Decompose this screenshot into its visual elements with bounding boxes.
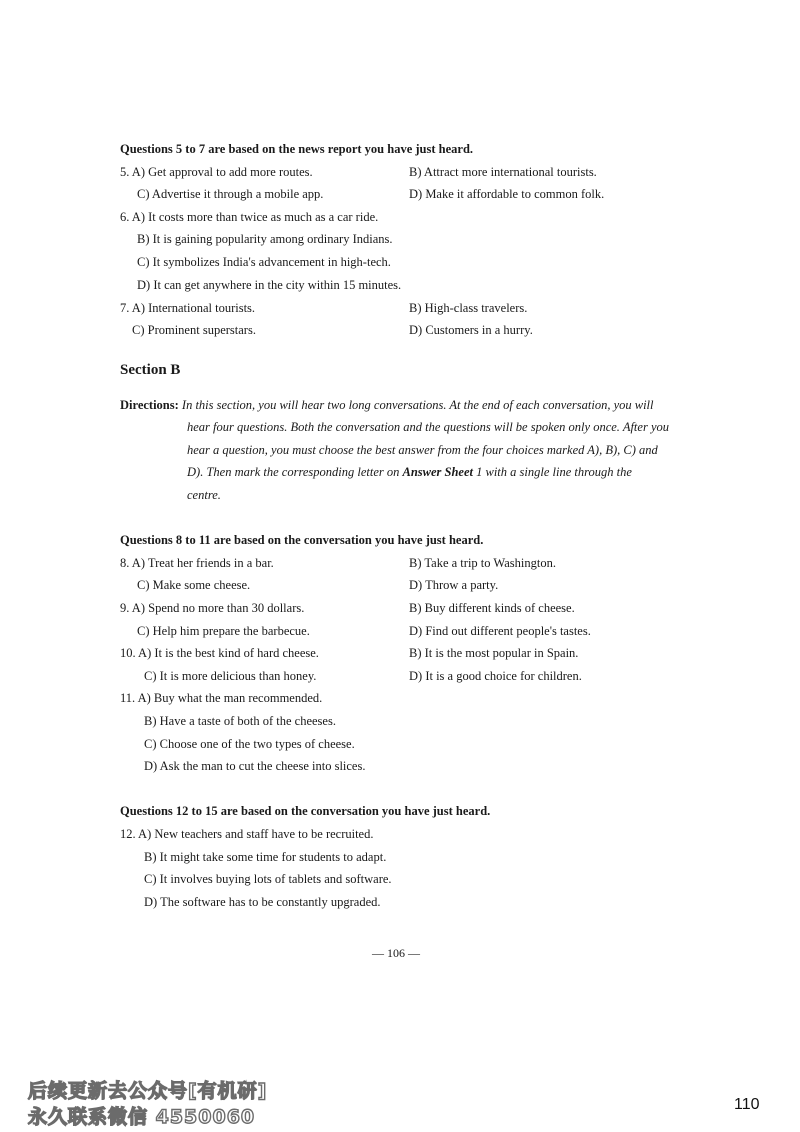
q11-option-d: D) Ask the man to cut the cheese into slices. (144, 759, 366, 773)
q5-option-a: 5. A) Get approval to add more routes. (120, 165, 313, 179)
q7-option-a: 7. A) International tourists. (120, 301, 256, 315)
q7-option-b: B) High-class travelers. (409, 301, 528, 315)
q8-option-b: B) Take a trip to Washington. (409, 556, 556, 570)
q12-option-b: B) It might take some time for students to adapt. (144, 850, 387, 864)
directions-label: Directions: (120, 398, 179, 412)
questions-12-15-heading: Questions 12 to 15 are based on the conversation you have just heard. (120, 804, 491, 818)
section-b-title: Section B (120, 362, 181, 378)
directions-line-1 (120, 398, 654, 413)
q9-option-b: B) Buy different kinds of cheese. (409, 601, 575, 615)
q8-option-a: 8. A) Treat her friends in a bar. (120, 556, 274, 570)
q7-option-d: D) Customers in a hurry. (409, 323, 533, 337)
q9-option-d: D) Find out different people's tastes. (409, 624, 591, 638)
answer-sheet-label: Answer Sheet (402, 465, 473, 479)
directions-line-4 (187, 465, 632, 480)
directions-text-1: In this section, you will hear two long conversations. At the end of each conversation, you will (181, 398, 654, 412)
q12-option-a: 12. A) New teachers and staff have to be recruited. (120, 827, 374, 841)
q12-option-d: D) The software has to be constantly upgraded. (144, 895, 381, 909)
page-number: — 106 — (372, 946, 420, 960)
q11-option-b: B) Have a taste of both of the cheeses. (144, 714, 336, 728)
watermark-line-1: 后续更新去公众号[有机研] (28, 1080, 268, 1102)
q6-option-c: C) It symbolizes India's advancement in high-tech. (137, 255, 391, 269)
directions-text-4b: 1 with a single line through the (473, 465, 632, 479)
q10-option-a: 10. A) It is the best kind of hard cheese. (120, 646, 319, 660)
watermark-line-2: 永久联系微信 4550060 (28, 1106, 256, 1128)
q12-option-c: C) It involves buying lots of tablets and software. (144, 872, 392, 886)
q10-option-d: D) It is a good choice for children. (409, 669, 582, 683)
q7-option-c: C) Prominent superstars. (132, 323, 256, 337)
q6-option-a: 6. A) It costs more than twice as much as a car ride. (120, 210, 379, 224)
q6-option-b: B) It is gaining popularity among ordinary Indians. (137, 232, 393, 246)
q6-option-d: D) It can get anywhere in the city within 15 minutes. (137, 278, 402, 292)
questions-5-7-heading: Questions 5 to 7 are based on the news report you have just heard. (120, 142, 474, 156)
questions-8-11-heading: Questions 8 to 11 are based on the conversation you have just heard. (120, 533, 484, 547)
directions-line-2: hear four questions. Both the conversation and the questions will be spoken only once. After you (187, 420, 669, 434)
q11-option-c: C) Choose one of the two types of cheese. (144, 737, 355, 751)
q10-option-b: B) It is the most popular in Spain. (409, 646, 579, 660)
q11-option-a: 11. A) Buy what the man recommended. (120, 691, 323, 705)
directions-line-5: centre. (187, 488, 221, 502)
directions-line-3: hear a question, you must choose the best answer from the four choices marked A), B), C) and (187, 443, 658, 457)
q5-option-b: B) Attract more international tourists. (409, 165, 597, 179)
q5-option-c: C) Advertise it through a mobile app. (137, 187, 324, 201)
directions-text-4a: D). Then mark the corresponding letter on (187, 465, 403, 479)
q8-option-d: D) Throw a party. (409, 578, 499, 592)
q9-option-c: C) Help him prepare the barbecue. (137, 624, 310, 638)
q8-option-c: C) Make some cheese. (137, 578, 251, 592)
q10-option-c: C) It is more delicious than honey. (144, 669, 317, 683)
q5-option-d: D) Make it affordable to common folk. (409, 187, 605, 201)
q9-option-a: 9. A) Spend no more than 30 dollars. (120, 601, 305, 615)
corner-page-number: 110 (734, 1096, 760, 1113)
